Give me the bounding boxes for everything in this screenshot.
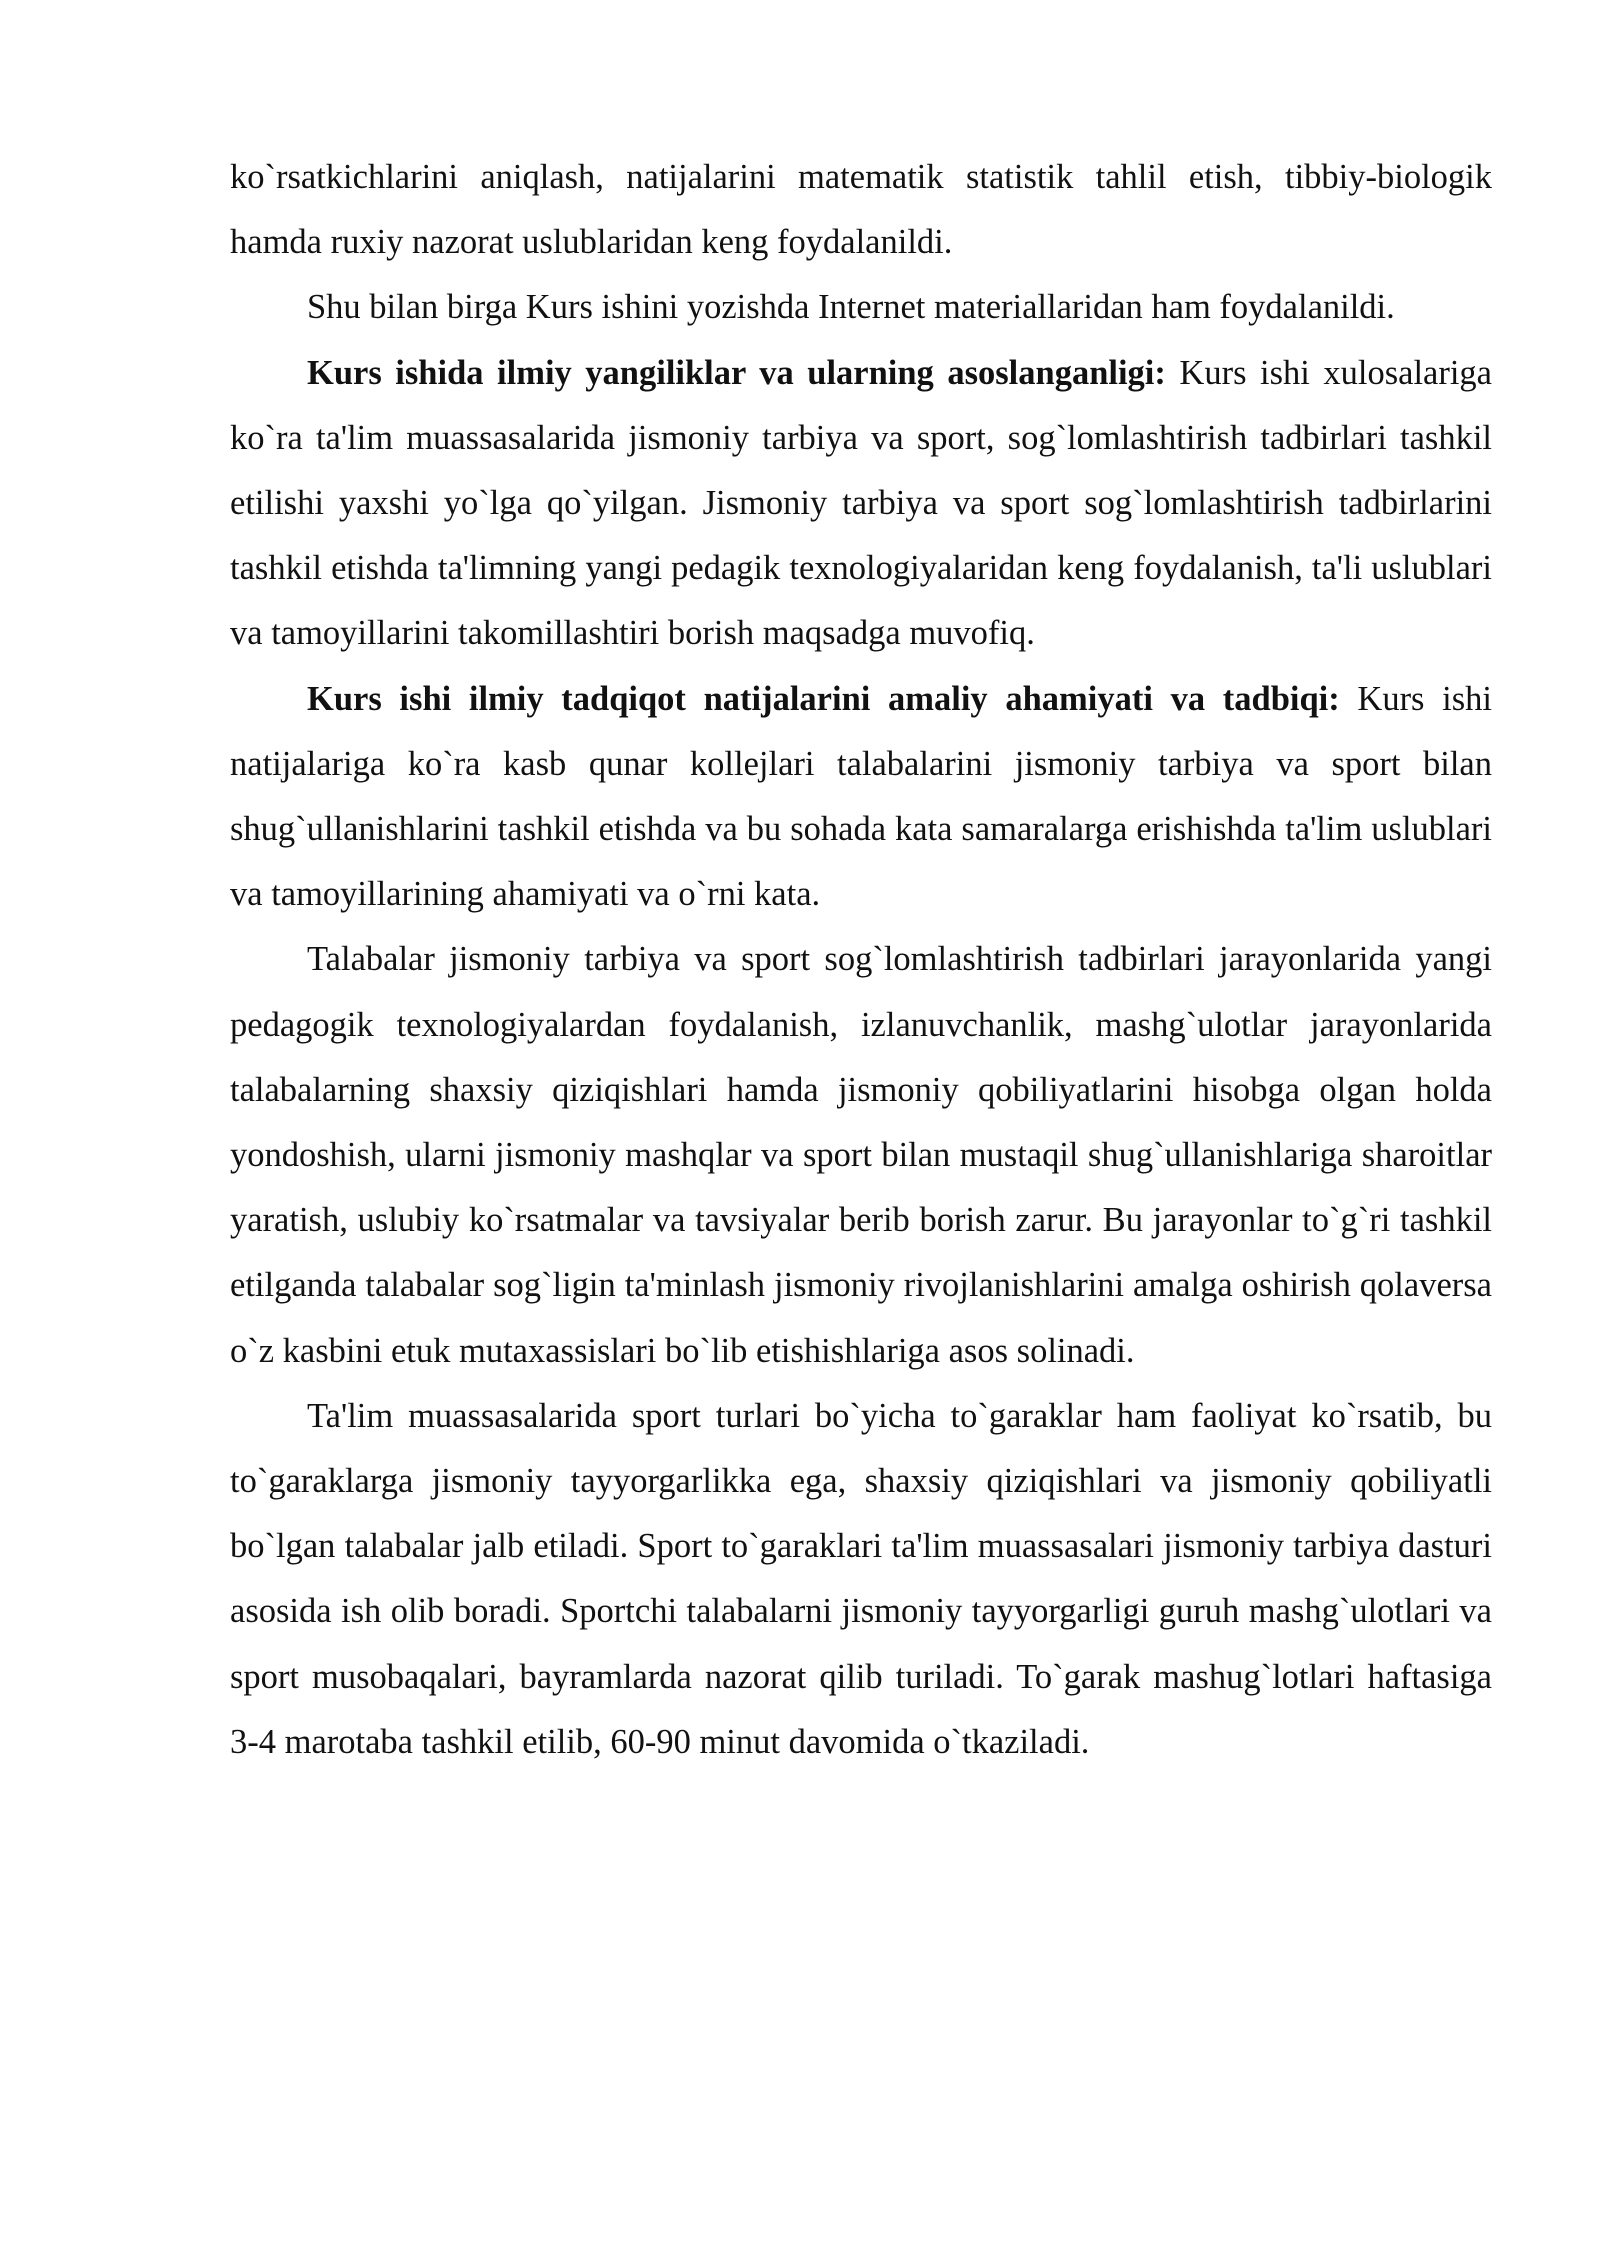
paragraph-text: Kurs ishi xulosalariga ko`ra ta'lim muassasalarida jismoniy tarbiya va sport, sog`lomlashtirish tadbirlari tashkil etilishi yaxshi yo`lga qo`yilgan. Jismoniy tarbiya va sport sog`lomlashtirish tadbirlarini tashkil etishda ta'limning yangi pedagik texnologiyalaridan keng foydalanish, ta'li uslublari va tamoyillarini takomillashtiri borish maqsadga muvofiq. — [230, 353, 1492, 653]
paragraph-methods-continued — [230, 145, 1492, 275]
paragraph-text: Ta'lim muassasalarida sport turlari bo`yicha to`garaklar ham faoliyat ko`rsatib, bu to`garaklarga jismoniy tayyorgarlikka ega, shaxsiy qiziqishlari va jismoniy qobiliyatli bo`lgan talabalar jalb etiladi. Sport to`garaklari ta'lim muassasalari jismoniy tarbiya dasturi asosida ish olib boradi. Sportchi talabalarni jismoniy tayyorgarligi guruh mashg`ulotlari va sport musobaqalari, bayramlarda nazorat qilib turiladi. To`garak mashug`lotlari haftasiga 3-4 marotaba tashkil etilib, 60-90 minut davomida o`tkaziladi. — [230, 1396, 1492, 1761]
paragraph-text: Shu bilan birga Kurs ishini yozishda Internet materiallaridan ham foydalanildi. — [307, 288, 1395, 327]
paragraph-practical-significance — [230, 667, 1492, 928]
paragraph-sport-clubs — [230, 1384, 1492, 1775]
paragraph-scientific-novelty — [230, 341, 1492, 667]
paragraph-text: ko`rsatkichlarini aniqlash, natijalarini matematik statistik tahlil etish, tibbiy-biologik hamda ruxiy nazorat uslublaridan keng foydalanildi. — [230, 158, 1492, 262]
document-page — [230, 145, 1492, 1775]
paragraph-heading: Kurs ishida ilmiy yangiliklar va ularning asoslanganligi: — [307, 353, 1166, 392]
paragraph-heading: Kurs ishi ilmiy tadqiqot natijalarini amaliy ahamiyati va tadbiqi: — [307, 679, 1340, 718]
paragraph-internet-materials — [230, 275, 1492, 340]
paragraph-students-activities — [230, 927, 1492, 1383]
paragraph-text: Kurs ishi natijalariga ko`ra kasb qunar kollejlari talabalarini jismoniy tarbiya va sport bilan shug`ullanishlarini tashkil etishda va bu sohada kata samaralarga erishishda ta'lim uslublari va tamoyillarining ahamiyati va o`rni kata. — [230, 679, 1492, 914]
paragraph-text: Talabalar jismoniy tarbiya va sport sog`lomlashtirish tadbirlari jarayonlarida yangi pedagogik texnologiyalardan foydalanish, izlanuvchanlik, mashg`ulotlar jarayonlarida talabalarning shaxsiy qiziqishlari hamda jismoniy qobiliyatlarini hisobga olgan holda yondoshish, ularni jismoniy mashqlar va sport bilan mustaqil shug`ullanishlariga sharoitlar yaratish, uslubiy ko`rsatmalar va tavsiyalar berib borish zarur. Bu jarayonlar to`g`ri tashkil etilganda talabalar sog`ligin ta'minlash jismoniy rivojlanishlarini amalga oshirish qolaversa o`z kasbini etuk mutaxassislari bo`lib etishishlariga asos solinadi. — [230, 940, 1492, 1370]
